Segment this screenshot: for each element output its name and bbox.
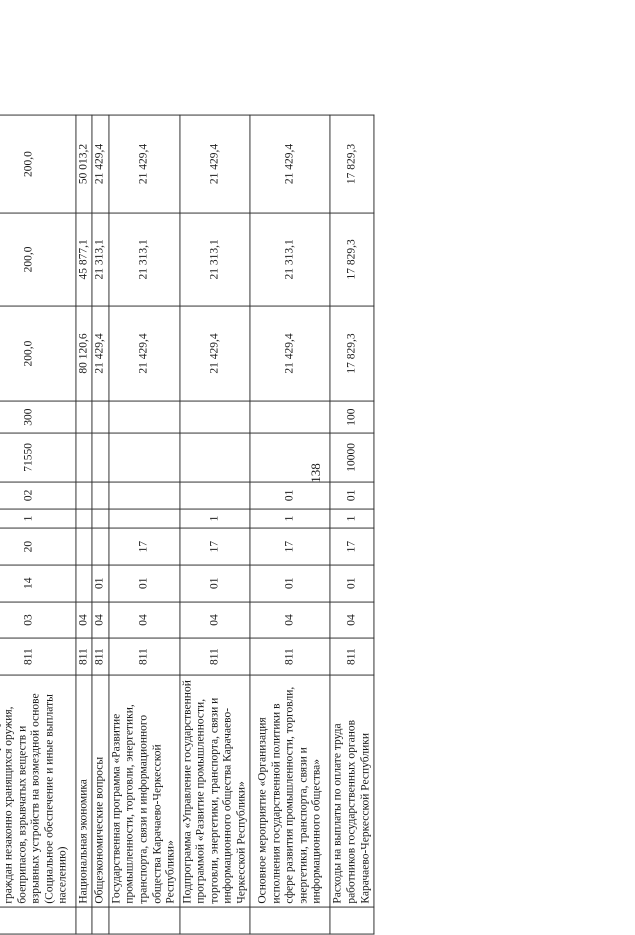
code-subprogram	[76, 509, 93, 529]
value-year-3: 21 429,4	[250, 115, 330, 213]
code-section: 04	[250, 602, 330, 639]
value-year-1: 21 429,4	[250, 306, 330, 401]
code-direction: 10000	[330, 433, 374, 482]
gutter	[180, 907, 251, 934]
code-subprogram	[92, 509, 109, 529]
value-year-1: 200,0	[0, 306, 76, 401]
row-name: Общеэкономические вопросы	[92, 675, 109, 907]
value-year-2: 21 313,1	[180, 213, 251, 306]
code-admin: 811	[92, 638, 109, 675]
code-subsection: 01	[250, 565, 330, 602]
code-expense-type	[92, 401, 109, 433]
value-year-3: 200,0	[0, 115, 76, 213]
code-subsection: 14	[0, 565, 76, 602]
value-year-1: 80 120,6	[76, 306, 93, 401]
table-row	[250, 115, 330, 934]
value-year-2: 21 313,1	[109, 213, 180, 306]
table-row	[0, 115, 76, 934]
code-direction	[92, 433, 109, 482]
code-subprogram: 1	[180, 509, 251, 529]
gutter	[330, 907, 374, 934]
gutter	[109, 907, 180, 934]
gutter	[0, 907, 76, 934]
code-expense-type: 100	[330, 401, 374, 433]
value-year-3: 21 429,4	[92, 115, 109, 213]
code-subsection: 01	[330, 565, 374, 602]
value-year-1: 21 429,4	[180, 306, 251, 401]
code-subprogram	[109, 509, 180, 529]
code-subprogram: 1	[250, 509, 330, 529]
code-section: 04	[180, 602, 251, 639]
value-year-2: 45 877,1	[76, 213, 93, 306]
table-row	[92, 115, 109, 934]
value-year-1: 17 829,3	[330, 306, 374, 401]
code-expense-type	[180, 401, 251, 433]
table-row	[109, 115, 180, 934]
code-direction	[180, 433, 251, 482]
gutter	[76, 907, 93, 934]
code-section: 04	[92, 602, 109, 639]
code-measure	[109, 482, 180, 509]
code-measure	[180, 482, 251, 509]
code-section: 04	[330, 602, 374, 639]
value-year-3: 21 429,4	[109, 115, 180, 213]
code-admin: 811	[0, 638, 76, 675]
code-subsection: 01	[109, 565, 180, 602]
table-row	[330, 115, 374, 934]
code-admin: 811	[250, 638, 330, 675]
code-admin: 811	[76, 638, 93, 675]
code-measure: 02	[0, 482, 76, 509]
row-name: Национальная экономика	[76, 675, 93, 907]
code-subprogram: 1	[0, 509, 76, 529]
code-program: 17	[180, 528, 251, 565]
code-program: 17	[250, 528, 330, 565]
code-subsection: 01	[180, 565, 251, 602]
value-year-1: 21 429,4	[109, 306, 180, 401]
row-name: Государственная программа «Развитие промышленности, торговли, энергетики, транспорта, связи и информационного общества Карачаево-Черкесской Республики»	[109, 675, 180, 907]
code-section: 04	[109, 602, 180, 639]
code-direction	[250, 433, 330, 482]
code-subsection	[76, 565, 93, 602]
code-program	[76, 528, 93, 565]
code-measure: 01	[250, 482, 330, 509]
code-expense-type	[76, 401, 93, 433]
code-measure: 01	[330, 482, 374, 509]
budget-table	[0, 115, 375, 935]
value-year-3: 17 829,3	[330, 115, 374, 213]
value-year-2: 200,0	[0, 213, 76, 306]
code-section: 04	[76, 602, 93, 639]
code-measure	[76, 482, 93, 509]
code-subsection: 01	[92, 565, 109, 602]
code-measure	[92, 482, 109, 509]
page-number: 138	[308, 463, 323, 483]
value-year-1: 21 429,4	[92, 306, 109, 401]
code-program: 17	[109, 528, 180, 565]
code-direction: 71550	[0, 433, 76, 482]
row-name: Расходы на выплаты по оплате труда работников государственных органов Карачаево-Черкесской Республики	[330, 675, 374, 907]
code-section: 03	[0, 602, 76, 639]
row-name: Подпрограмма «Управление государственной программой «Развитие промышленности, торговли, энергетики, транспорта, связи и информационного общества Карачаево-Черкесской Республики»	[180, 675, 251, 907]
value-year-2: 21 313,1	[250, 213, 330, 306]
code-admin: 811	[180, 638, 251, 675]
table-row	[180, 115, 251, 934]
value-year-2: 17 829,3	[330, 213, 374, 306]
code-expense-type	[250, 401, 330, 433]
gutter	[92, 907, 109, 934]
code-program: 17	[330, 528, 374, 565]
code-program: 20	[0, 528, 76, 565]
value-year-3: 21 429,4	[180, 115, 251, 213]
table-row	[76, 115, 93, 934]
code-admin: 811	[109, 638, 180, 675]
code-direction	[76, 433, 93, 482]
row-name: граждан незаконно хранящихся оружия, боеприпасов, взрывчатых веществ и взрывных устройств на возмездной основе (Социальное обеспечение и иные выплаты населению)	[0, 675, 76, 907]
code-direction	[109, 433, 180, 482]
row-name: Основное мероприятие «Организация исполнения государственной политики в сфере развития промышленности, торговли, энергетики, транспорта, связи и информационного общества»	[250, 675, 330, 907]
value-year-2: 21 313,1	[92, 213, 109, 306]
code-program	[92, 528, 109, 565]
gutter	[250, 907, 330, 934]
code-expense-type	[109, 401, 180, 433]
code-admin: 811	[330, 638, 374, 675]
code-subprogram: 1	[330, 509, 374, 529]
code-expense-type: 300	[0, 401, 76, 433]
value-year-3: 50 013,2	[76, 115, 93, 213]
